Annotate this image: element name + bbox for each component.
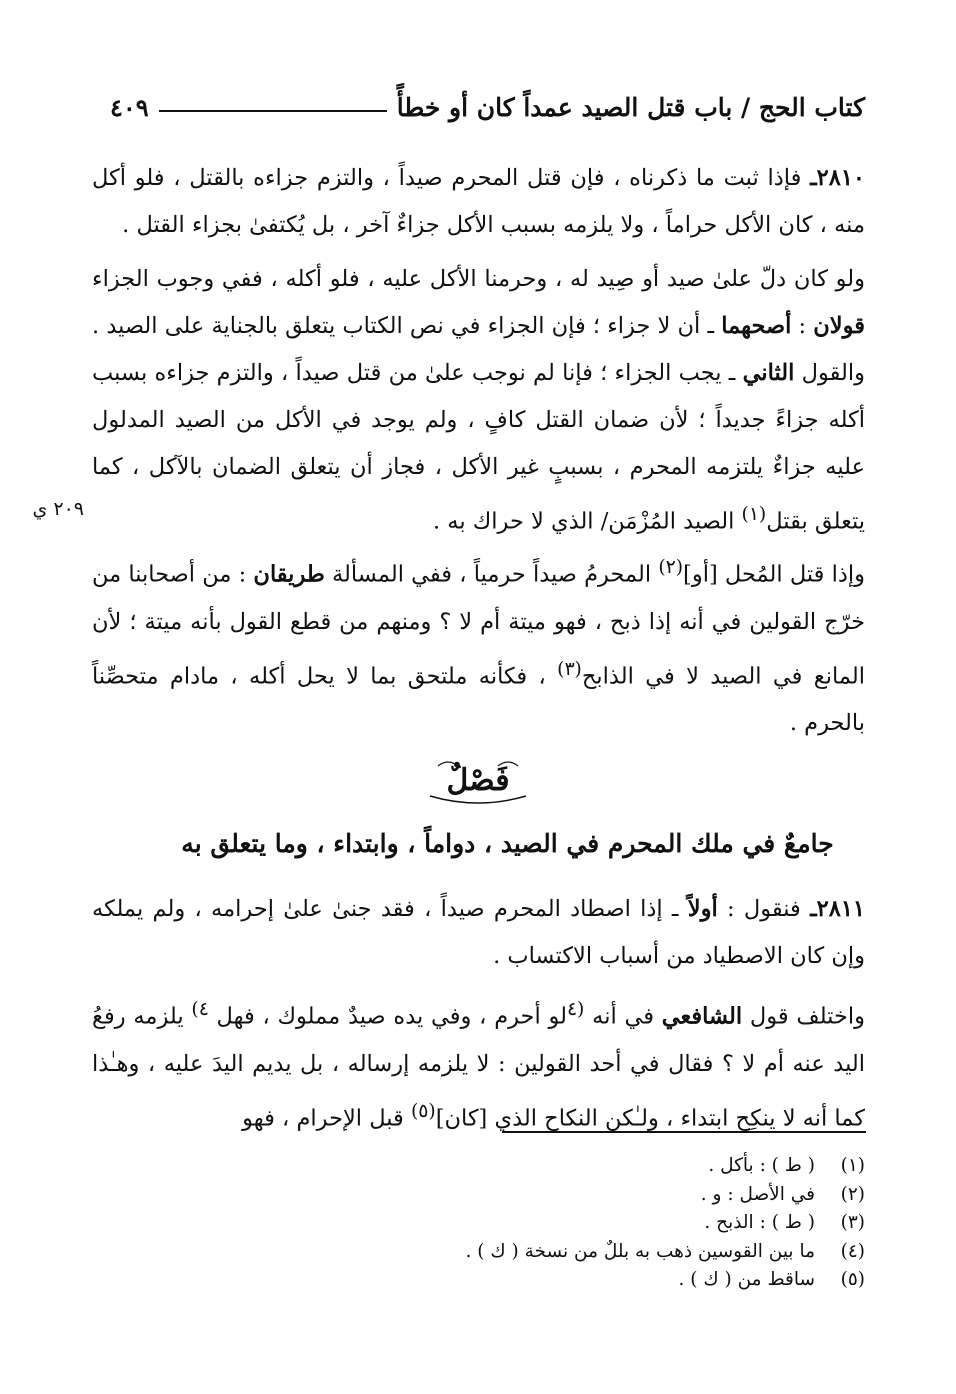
footnote-marker[interactable]: (٤ [566, 999, 585, 1020]
text-run: لو أحرم ، وفي يده صيدٌ مملوك ، فهل [208, 1003, 567, 1030]
footnote-3 [92, 1209, 865, 1238]
text-run: في أنه [584, 1003, 662, 1030]
text-run: ، فكأنه ملتحق بما لا يحل أكله ، مادام متحصِّناً بالحرم . [92, 663, 865, 736]
footnotes [92, 1152, 865, 1295]
footnote-1 [92, 1152, 865, 1181]
text-run: فنقول : [717, 896, 811, 922]
footnote-text: ساقط من ( ك ) . [678, 1269, 815, 1290]
text-run: ولو كان دلّ علىٰ صيد أو صِيد له ، وحرمنا الأكل عليه ، فلو أكله ، ففي وجوب الجزاء [92, 266, 865, 292]
fasl-ornament-heading [418, 752, 538, 812]
paragraph-2810 [92, 155, 865, 249]
section-title: جامعٌ في ملك المحرم في الصيد ، دواماً ، وابتداء ، وما يتعلق به [181, 829, 834, 858]
text-run: وإذا قتل المُحل [أو] [683, 561, 865, 588]
paragraph-shafii [92, 986, 865, 1142]
footnote-number: (٣) [840, 1212, 865, 1233]
margin-page-reference: ٢٠٩ ي [32, 498, 84, 520]
text-run: ـ يجب الجزاء ؛ فإنا لم نوجب علىٰ من قتل صيداً ، والتزم جزاءه بسبب أكله جزاءً جديداً ؛ لأن ضمان القتل كافٍ ، ولم يوجد في الأكل من الصيد المدلول عليه جزاءٌ يلتزمه المحرم ، بسببٍ غير الأكل ، فجاز أن يتعلق الضمان بالآكل ، كما يتعلق بقتل [92, 360, 865, 535]
footnote-5 [92, 1266, 865, 1295]
bold-term: قولان [813, 313, 865, 339]
footnote-text: ما بين القوسين ذهب به بللٌ من نسخة ( ك ) . [465, 1240, 815, 1262]
ornament-label: فَصْلٌ [446, 763, 510, 798]
footnote-number: (٥) [840, 1269, 865, 1290]
footnote-marker[interactable]: ٤) [191, 999, 209, 1020]
footnote-text: ( ط ) : بأكل . [708, 1155, 815, 1176]
text-run: ـ أن لا جزاء ؛ فإن الجزاء في نص الكتاب يتعلق بالجناية على الصيد . والقول [92, 313, 866, 386]
bold-term: أولاً [687, 896, 718, 922]
running-header [110, 82, 865, 122]
text-run: واختلف قول [742, 1003, 865, 1030]
text-run: ـ إذا اصطاد المحرم صيداً ، فقد جنىٰ علىٰ إحرامه ، ولم يملكه وإن كان الاصطياد من أسباب الاكتساب . [92, 896, 865, 969]
footnote-2 [92, 1181, 865, 1210]
paragraph-2811 [92, 886, 865, 980]
paragraph-text: فإذا ثبت ما ذكرناه ، فإن قتل المحرم صيداً ، والتزم جزاءه بالقتل ، فلو أكل منه ، كان الأكل حراماً ، ولا يلزمه بسبب الأكل جزاءٌ آخر ، بل يُكتفىٰ بجزاء القتل . [92, 165, 865, 238]
footnote-text: ( ط ) : الذبح . [704, 1212, 815, 1233]
paragraph-haram [92, 544, 865, 747]
footnote-number: (٢) [840, 1183, 865, 1205]
footnote-4 [92, 1238, 865, 1267]
text-run: يلزمه رفعُ اليد عنه أم لا ؟ فقال في أحد القولين : لا يلزمه إرساله ، بل يديم اليدَ عليه ، وهـٰذا كما أنه لا ينكِح ابتداء ، ولـٰكن النكاح الذي [كان] [92, 1003, 865, 1131]
text-run: المحرمُ صيداً حرمياً ، ففي المسألة [324, 561, 659, 588]
bold-term: الشافعي [661, 1003, 743, 1030]
text-run: الصيد المُزْمَن/ الذي لا حراك به . [432, 508, 742, 535]
footnote-marker[interactable]: (٢) [658, 557, 684, 578]
header-rule [159, 110, 387, 112]
bold-term: طريقان [253, 561, 325, 588]
footnote-marker[interactable]: (١) [741, 504, 767, 525]
paragraph-indication [92, 256, 865, 546]
text-run: : [791, 313, 814, 339]
bold-term: الثاني [742, 360, 795, 386]
footnote-separator [502, 1131, 866, 1133]
bold-term: أصحهما [721, 313, 792, 339]
page-number: ٤٠٩ [110, 93, 149, 122]
footnote-marker[interactable]: (٥) [410, 1100, 436, 1122]
footnote-number: (١) [840, 1155, 865, 1176]
text-run: قبل الإحرام ، فهو [242, 1105, 411, 1131]
paragraph-number: ٢٨١٠ـ [810, 165, 866, 191]
text-run: : من أصحابنا من خرّج القولين في أنه إذا ذبح ، فهو ميتة أم لا ؟ ومنهم من قطع القول بأنه ميتة ؛ لأن المانع في الصيد لا في الذابح [92, 561, 865, 689]
paragraph-number: ٢٨١١ـ [810, 896, 865, 922]
header-title: كتاب الحج / باب قتل الصيد عمداً كان أو خطأً [396, 93, 865, 122]
footnote-number: (٤) [840, 1240, 865, 1262]
footnote-text: في الأصل : و . [700, 1183, 815, 1205]
footnote-marker[interactable]: (٣) [557, 658, 582, 680]
